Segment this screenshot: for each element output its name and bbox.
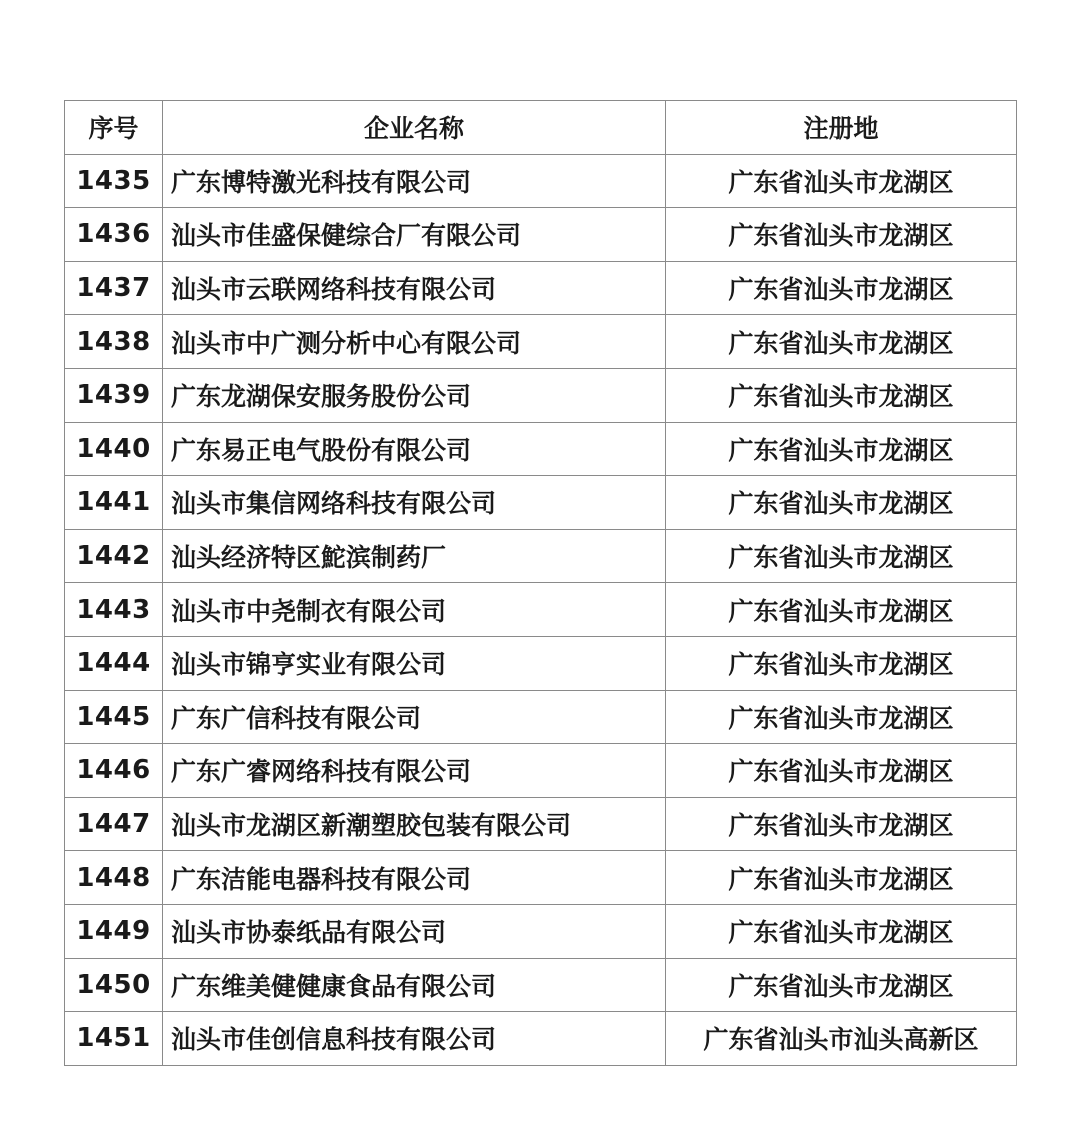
table-row <box>65 261 1017 315</box>
company-name-cell: 汕头经济特区鮀滨制药厂 <box>163 529 666 583</box>
table-header-row <box>65 101 1017 155</box>
header-registered-location: 注册地 <box>666 101 1017 155</box>
registered-location-cell: 广东省汕头市龙湖区 <box>666 422 1017 476</box>
company-name-cell: 汕头市佳盛保健综合厂有限公司 <box>163 208 666 262</box>
registered-location-cell: 广东省汕头市龙湖区 <box>666 208 1017 262</box>
company-name-cell: 广东广信科技有限公司 <box>163 690 666 744</box>
company-name-cell: 汕头市中广测分析中心有限公司 <box>163 315 666 369</box>
serial-number-cell: 1448 <box>65 851 163 905</box>
registered-location-cell: 广东省汕头市汕头高新区 <box>666 1012 1017 1066</box>
serial-number-cell: 1444 <box>65 636 163 690</box>
table-row <box>65 154 1017 208</box>
registered-location-cell: 广东省汕头市龙湖区 <box>666 744 1017 798</box>
table-row <box>65 958 1017 1012</box>
company-name-cell: 汕头市龙湖区新潮塑胶包装有限公司 <box>163 797 666 851</box>
enterprise-list-sheet <box>64 100 1016 1066</box>
serial-number-cell: 1441 <box>65 476 163 530</box>
company-name-cell: 广东维美健健康食品有限公司 <box>163 958 666 1012</box>
registered-location-cell: 广东省汕头市龙湖区 <box>666 368 1017 422</box>
serial-number-cell: 1440 <box>65 422 163 476</box>
company-name-cell: 汕头市中尧制衣有限公司 <box>163 583 666 637</box>
company-name-cell: 汕头市佳创信息科技有限公司 <box>163 1012 666 1066</box>
table-row <box>65 851 1017 905</box>
table-row <box>65 690 1017 744</box>
company-name-cell: 广东博特激光科技有限公司 <box>163 154 666 208</box>
registered-location-cell: 广东省汕头市龙湖区 <box>666 154 1017 208</box>
serial-number-cell: 1447 <box>65 797 163 851</box>
registered-location-cell: 广东省汕头市龙湖区 <box>666 904 1017 958</box>
serial-number-cell: 1451 <box>65 1012 163 1066</box>
serial-number-cell: 1439 <box>65 368 163 422</box>
serial-number-cell: 1435 <box>65 154 163 208</box>
company-name-cell: 汕头市协泰纸品有限公司 <box>163 904 666 958</box>
serial-number-cell: 1442 <box>65 529 163 583</box>
registered-location-cell: 广东省汕头市龙湖区 <box>666 690 1017 744</box>
serial-number-cell: 1450 <box>65 958 163 1012</box>
table-row <box>65 368 1017 422</box>
header-company-name: 企业名称 <box>163 101 666 155</box>
table-row <box>65 422 1017 476</box>
serial-number-cell: 1445 <box>65 690 163 744</box>
table-row <box>65 636 1017 690</box>
registered-location-cell: 广东省汕头市龙湖区 <box>666 261 1017 315</box>
company-name-cell: 广东洁能电器科技有限公司 <box>163 851 666 905</box>
company-name-cell: 汕头市云联网络科技有限公司 <box>163 261 666 315</box>
table-row <box>65 315 1017 369</box>
registered-location-cell: 广东省汕头市龙湖区 <box>666 958 1017 1012</box>
serial-number-cell: 1436 <box>65 208 163 262</box>
serial-number-cell: 1449 <box>65 904 163 958</box>
registered-location-cell: 广东省汕头市龙湖区 <box>666 851 1017 905</box>
company-name-cell: 广东广睿网络科技有限公司 <box>163 744 666 798</box>
table-row <box>65 744 1017 798</box>
registered-location-cell: 广东省汕头市龙湖区 <box>666 636 1017 690</box>
table-row <box>65 797 1017 851</box>
company-name-cell: 广东易正电气股份有限公司 <box>163 422 666 476</box>
table-row <box>65 476 1017 530</box>
enterprise-table <box>64 100 1017 1066</box>
company-name-cell: 汕头市锦亨实业有限公司 <box>163 636 666 690</box>
company-name-cell: 汕头市集信网络科技有限公司 <box>163 476 666 530</box>
header-serial-number: 序号 <box>65 101 163 155</box>
serial-number-cell: 1446 <box>65 744 163 798</box>
table-row <box>65 529 1017 583</box>
table-row <box>65 583 1017 637</box>
serial-number-cell: 1437 <box>65 261 163 315</box>
registered-location-cell: 广东省汕头市龙湖区 <box>666 476 1017 530</box>
registered-location-cell: 广东省汕头市龙湖区 <box>666 583 1017 637</box>
table-row <box>65 208 1017 262</box>
serial-number-cell: 1438 <box>65 315 163 369</box>
table-body <box>65 154 1017 1065</box>
company-name-cell: 广东龙湖保安服务股份公司 <box>163 368 666 422</box>
registered-location-cell: 广东省汕头市龙湖区 <box>666 797 1017 851</box>
table-row <box>65 904 1017 958</box>
registered-location-cell: 广东省汕头市龙湖区 <box>666 529 1017 583</box>
registered-location-cell: 广东省汕头市龙湖区 <box>666 315 1017 369</box>
table-row <box>65 1012 1017 1066</box>
serial-number-cell: 1443 <box>65 583 163 637</box>
